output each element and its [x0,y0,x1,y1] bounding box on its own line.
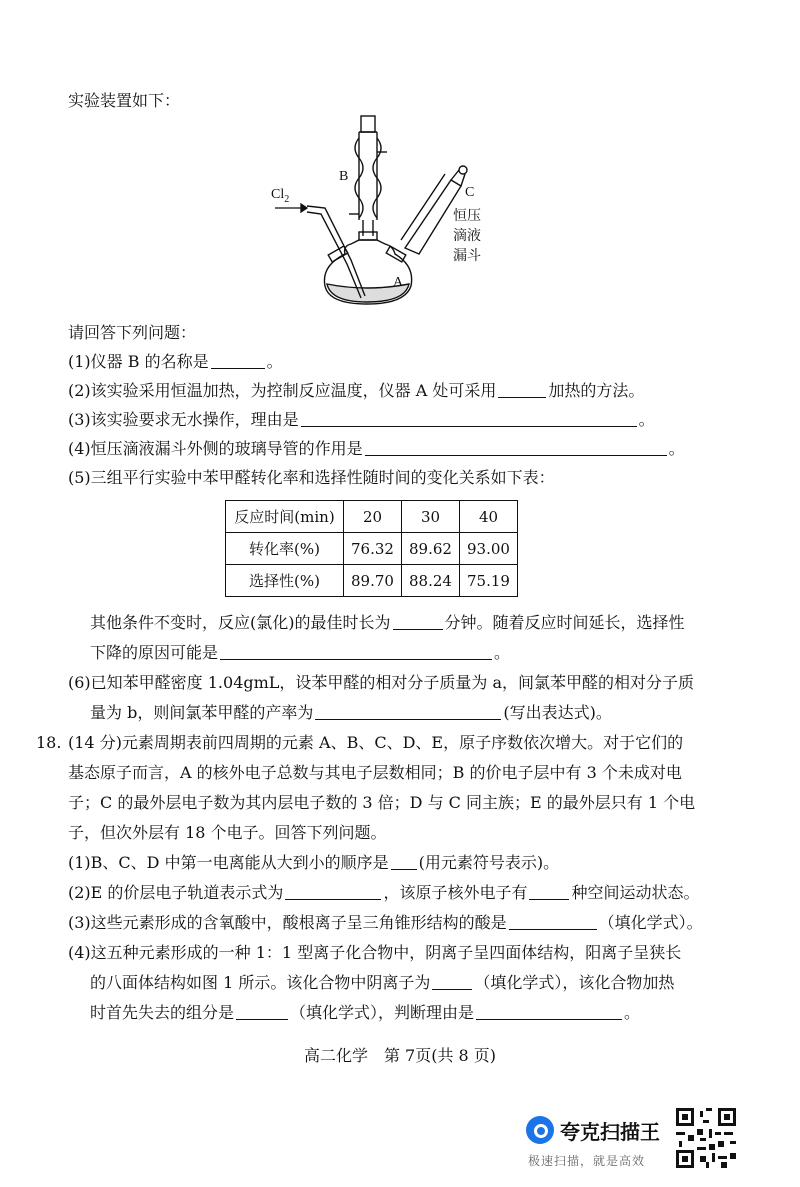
table-row [226,501,518,533]
condenser-joint [359,232,377,240]
answer-blank [285,884,381,900]
cl2-arrow [275,204,307,212]
watermark-slogan: 极速扫描，就是高效 [528,1154,646,1168]
label-cl2: $Cl_2$ [271,187,290,205]
table-cell: 76.32 [344,533,402,565]
scanner-watermark [526,1110,666,1170]
table-cell: 93.00 [460,533,518,565]
q18-line3: 子；C 的最外层电子数为其内层电子数的 3 倍；D 与 C 同主族；E 的最外层只有 1 个电 [68,793,696,812]
answer-blank [529,884,569,900]
q17-4: (4)恒压滴液漏斗外侧的玻璃导管的作用是 。 [68,439,685,458]
table-cell: 89.70 [344,565,402,597]
q18-line2: 基态原子而言，A 的核外电子总数与其电子层数相同；B 的价电子层中有 3 个未成对电 [68,763,682,782]
answer-blank [391,854,417,870]
answer-blank [476,1004,622,1020]
label-a: A [393,275,404,290]
q17-3: (3)该实验要求无水操作，理由是 。 [68,410,655,429]
label-c: C [465,185,475,200]
q17-6-line1: (6)已知苯甲醛密度 1.04gmL，设苯甲醛的相对分子质量为 a，间氯苯甲醛的相对分子质 [68,673,695,692]
funnel-bypass-tube [401,174,445,240]
table-cell: 88.24 [402,565,460,597]
experiment-apparatus-diagram [255,108,495,318]
q18-line4: 子，但次外层有 18 个电子。回答下列问题。 [68,823,387,842]
table-cell: 选择性(%) [226,565,344,597]
q18-line1: (14 分)元素周期表前四周期的元素 A、B、C、D、E，原子序数依次增大。对于它们的 [68,733,684,752]
answer-blank [393,614,443,630]
table-cell: 75.19 [460,565,518,597]
scanner-logo-icon [526,1116,554,1144]
answer-blank [365,440,667,456]
table-cell: 40 [460,501,518,533]
table-cell: 30 [402,501,460,533]
table-cell: 20 [344,501,402,533]
q18-4-line3: 时首先失去的组分是 （填化学式），判断理由是 。 [90,1003,641,1022]
q17-prompt: 请回答下列问题： [68,323,197,342]
q17-2: (2)该实验采用恒温加热，为控制反应温度，仪器 A 处可采用 加热的方法。 [68,381,645,400]
qr-code-icon [676,1108,736,1168]
watermark-name: 夸克扫描王 [560,1120,660,1144]
intro-text: 实验装置如下： [68,91,181,110]
q18-3: (3)这些元素形成的含氧酸中，酸根离子呈三角锥形结构的酸是 （填化学式）。 [68,913,703,932]
q18-4-line2: 的八面体结构如图 1 所示。该化合物中阴离子为 （填化学式），该化合物加热 [90,973,675,992]
answer-blank [498,382,546,398]
q17-5-followup-1: 其他条件不变时，反应(氯化)的最佳时长为 分钟。随着反应时间延长，选择性 [90,613,685,632]
page-footer: 高二化学 第 7页(共 8 页) [303,1046,497,1065]
answer-blank [220,644,492,660]
q18-number: 18. [36,733,62,752]
funnel-label-3: 漏斗 [453,248,481,264]
table-cell: 89.62 [402,533,460,565]
answer-blank [432,974,472,990]
q17-5-followup-2: 下降的原因可能是 。 [90,643,511,662]
label-b: B [339,169,349,184]
q18-1: (1)B、C、D 中第一电离能从大到小的顺序是 (用元素符号表示)。 [68,853,560,872]
answer-blank [315,704,501,720]
q17-1: (1)仪器 B 的名称是 。 [68,352,283,371]
answer-blank [301,411,637,427]
table-cell: 转化率(%) [226,533,344,565]
table-cell: 反应时间(min) [226,501,344,533]
answer-blank [236,1004,288,1020]
table-row [226,565,518,597]
q18-2: (2)E 的价层电子轨道表示式为 ，该原子核外电子有 种空间运动状态。 [68,883,700,902]
answer-blank [509,914,597,930]
answer-blank [211,353,265,369]
funnel-label-2: 滴液 [453,228,481,244]
q18-4-line1: (4)这五种元素形成的一种 1：1 型离子化合物中，阴离子呈四面体结构，阳离子呈狭长 [68,943,682,962]
q17-6-line2: 量为 b，则间氯苯甲醛的产率为 (写出表达式)。 [90,703,612,722]
table-row [226,533,518,565]
funnel-label-1: 恒压 [453,208,481,224]
condenser-top [361,116,375,132]
results-table [225,500,518,597]
q17-5: (5)三组平行实验中苯甲醛转化率和选择性随时间的变化关系如下表： [68,468,555,487]
